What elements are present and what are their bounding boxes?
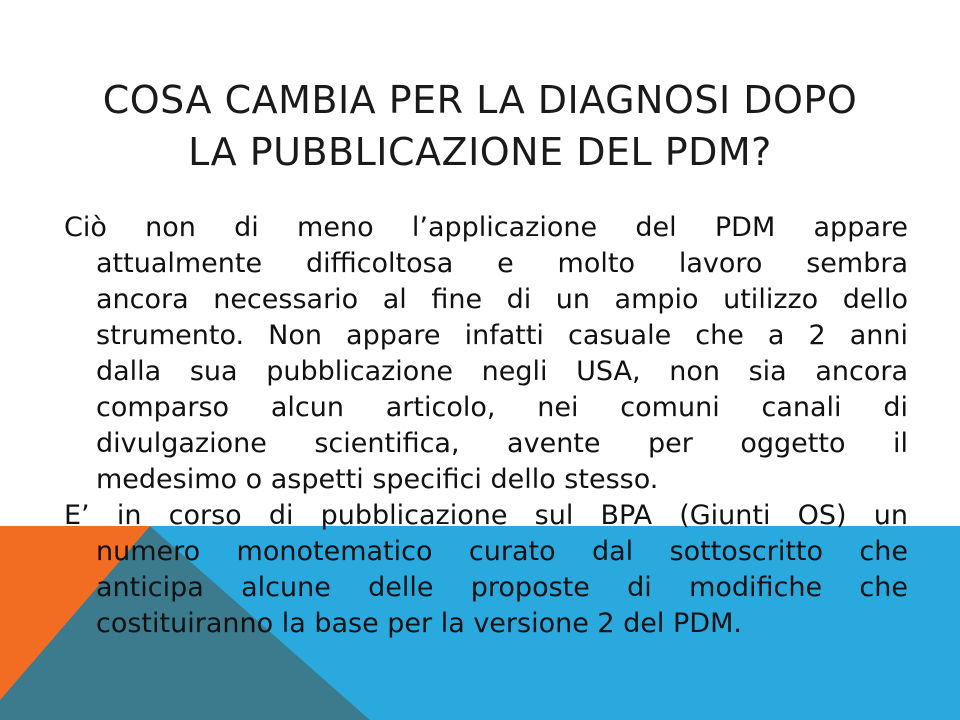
slide-body bbox=[64, 210, 908, 642]
paragraph-line: attualmente difficoltosa e molto lavoro sembra bbox=[96, 248, 908, 279]
paragraph-line: dalla sua pubblicazione negli USA, non sia ancora bbox=[96, 356, 908, 387]
paragraph-line: numero monotematico curato dal sottoscritto che bbox=[96, 536, 908, 567]
slide-title-line-1: COSA CAMBIA PER LA DIAGNOSI DOPO bbox=[102, 78, 858, 122]
paragraph-line: ancora necessario al fine di un ampio utilizzo dello bbox=[96, 284, 908, 315]
paragraph-line: costituiranno la base per la versione 2 del PDM. bbox=[96, 608, 742, 639]
paragraph-line: anticipa alcune delle proposte di modifiche che bbox=[96, 572, 908, 603]
body-paragraph-2 bbox=[64, 498, 908, 642]
paragraph-line: medesimo o aspetti specifici dello stesso. bbox=[96, 464, 659, 495]
paragraph-line: strumento. Non appare infatti casuale che a 2 anni bbox=[96, 320, 908, 351]
paragraph-line: Ciò non di meno l’applicazione del PDM appare bbox=[64, 212, 908, 243]
slide-title-line-2: LA PUBBLICAZIONE DEL PDM? bbox=[188, 130, 772, 174]
paragraph-line: E’ in corso di pubblicazione sul BPA (Giunti OS) un bbox=[64, 500, 908, 531]
paragraph-line: comparso alcun articolo, nei comuni canali di bbox=[96, 392, 908, 423]
paragraph-line: divulgazione scientifica, avente per oggetto il bbox=[96, 428, 908, 459]
slide-title bbox=[40, 74, 920, 178]
body-paragraph-1 bbox=[64, 210, 908, 498]
